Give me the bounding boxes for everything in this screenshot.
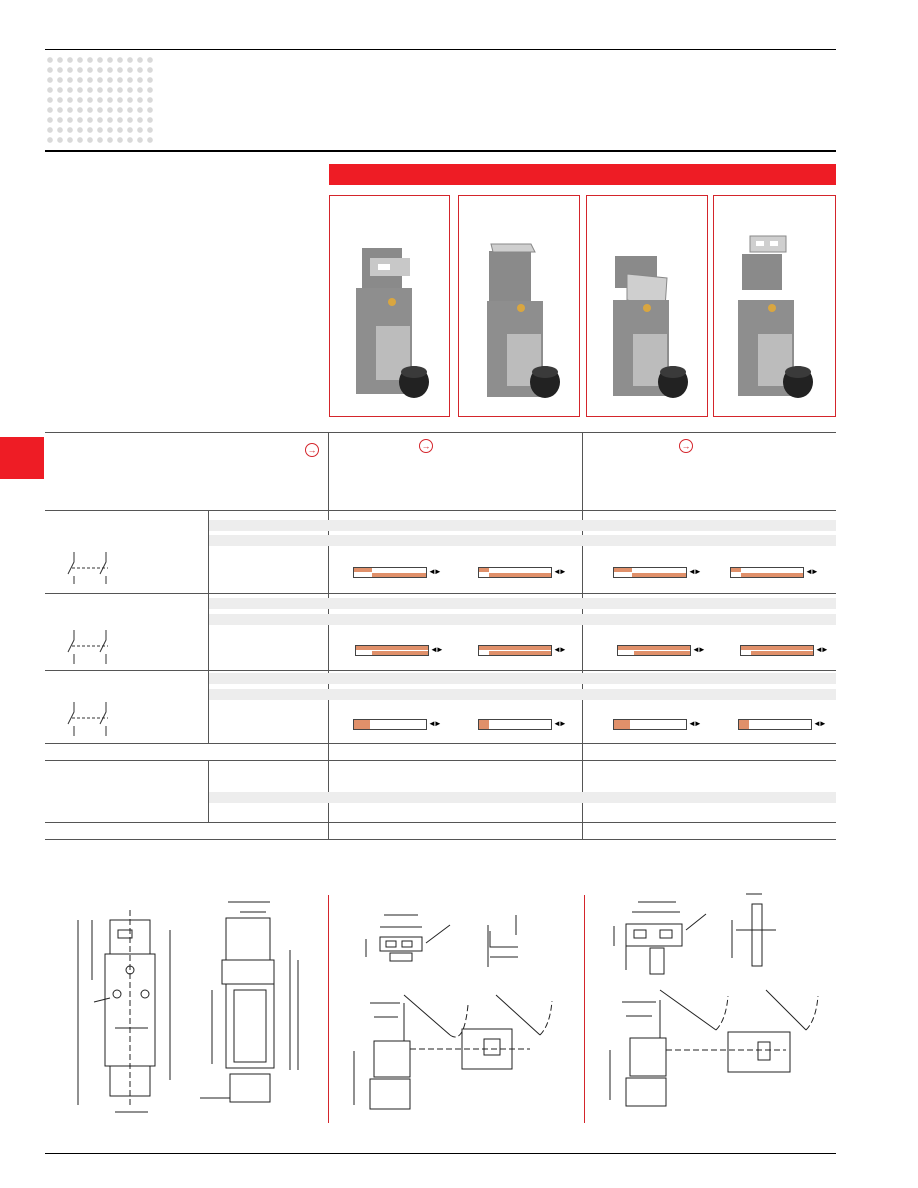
- contact-symbol-1: [62, 548, 122, 588]
- table-rule: [45, 510, 836, 511]
- table-band: [209, 535, 836, 546]
- arrow-icon: ◄►: [430, 645, 442, 654]
- arrow-icon: ◄►: [815, 645, 827, 654]
- arrow-icon: ◄►: [688, 719, 700, 728]
- table-rule: [45, 593, 836, 594]
- product-photo-4: [714, 196, 835, 416]
- section-red-bar: [329, 164, 836, 185]
- travel-diagram: [730, 567, 804, 578]
- product-card-2: [458, 195, 580, 417]
- travel-diagram: [617, 645, 691, 656]
- product-card-1: [329, 195, 450, 417]
- travel-diagram: [355, 645, 429, 656]
- product-photo-3: [587, 196, 707, 416]
- header-bottom-rule: [45, 150, 836, 152]
- table-rule: [45, 743, 836, 744]
- table-band: [209, 614, 836, 625]
- arrow-icon: →: [419, 439, 433, 453]
- product-photo-2: [459, 196, 579, 416]
- travel-diagram: [738, 719, 812, 730]
- table-rule: [45, 760, 836, 761]
- travel-diagram: [353, 719, 427, 730]
- arrow-icon: ◄►: [688, 567, 700, 576]
- arrow-icon: →: [679, 439, 693, 453]
- product-photo-1: [330, 196, 449, 416]
- side-section-tab: [0, 437, 44, 479]
- table-band: [209, 520, 836, 531]
- travel-diagram: [613, 567, 687, 578]
- travel-diagram: [478, 645, 552, 656]
- header-dot-pattern: [45, 55, 155, 145]
- actuator-drawing-b: [596, 890, 836, 1110]
- table-col-divider-2: [582, 432, 583, 839]
- arrow-icon: ◄►: [553, 719, 565, 728]
- travel-diagram: [613, 719, 687, 730]
- dimension-drawing-side: [200, 890, 310, 1120]
- travel-diagram: [478, 719, 552, 730]
- dimension-drawing-front: [70, 890, 190, 1130]
- contact-symbol-2: [62, 628, 122, 668]
- travel-diagram: [740, 645, 814, 656]
- table-top-rule: [45, 432, 836, 433]
- table-col-divider-1: [328, 432, 329, 839]
- arrow-icon: →: [305, 443, 319, 457]
- table-bottom-rule: [45, 839, 836, 840]
- arrow-icon: ◄►: [428, 719, 440, 728]
- table-band: [209, 673, 836, 684]
- table-subcol-divider-b: [208, 760, 209, 822]
- product-card-3: [586, 195, 708, 417]
- product-card-4: [713, 195, 836, 417]
- arrow-icon: ◄►: [805, 567, 817, 576]
- travel-diagram: [478, 567, 552, 578]
- arrow-icon: ◄►: [692, 645, 704, 654]
- contact-symbol-3: [62, 700, 122, 740]
- header-top-rule: [45, 49, 836, 50]
- drawing-divider-2: [584, 895, 585, 1123]
- arrow-icon: ◄►: [813, 719, 825, 728]
- table-band: [209, 598, 836, 609]
- table-rule: [45, 822, 836, 823]
- actuator-drawing-a: [340, 895, 580, 1115]
- drawing-divider-1: [328, 895, 329, 1123]
- footer-rule: [45, 1153, 836, 1154]
- arrow-icon: ◄►: [553, 567, 565, 576]
- table-band: [209, 792, 836, 803]
- arrow-icon: ◄►: [428, 567, 440, 576]
- arrow-icon: ◄►: [553, 645, 565, 654]
- travel-diagram: [353, 567, 427, 578]
- table-band: [209, 689, 836, 700]
- table-rule: [45, 670, 836, 671]
